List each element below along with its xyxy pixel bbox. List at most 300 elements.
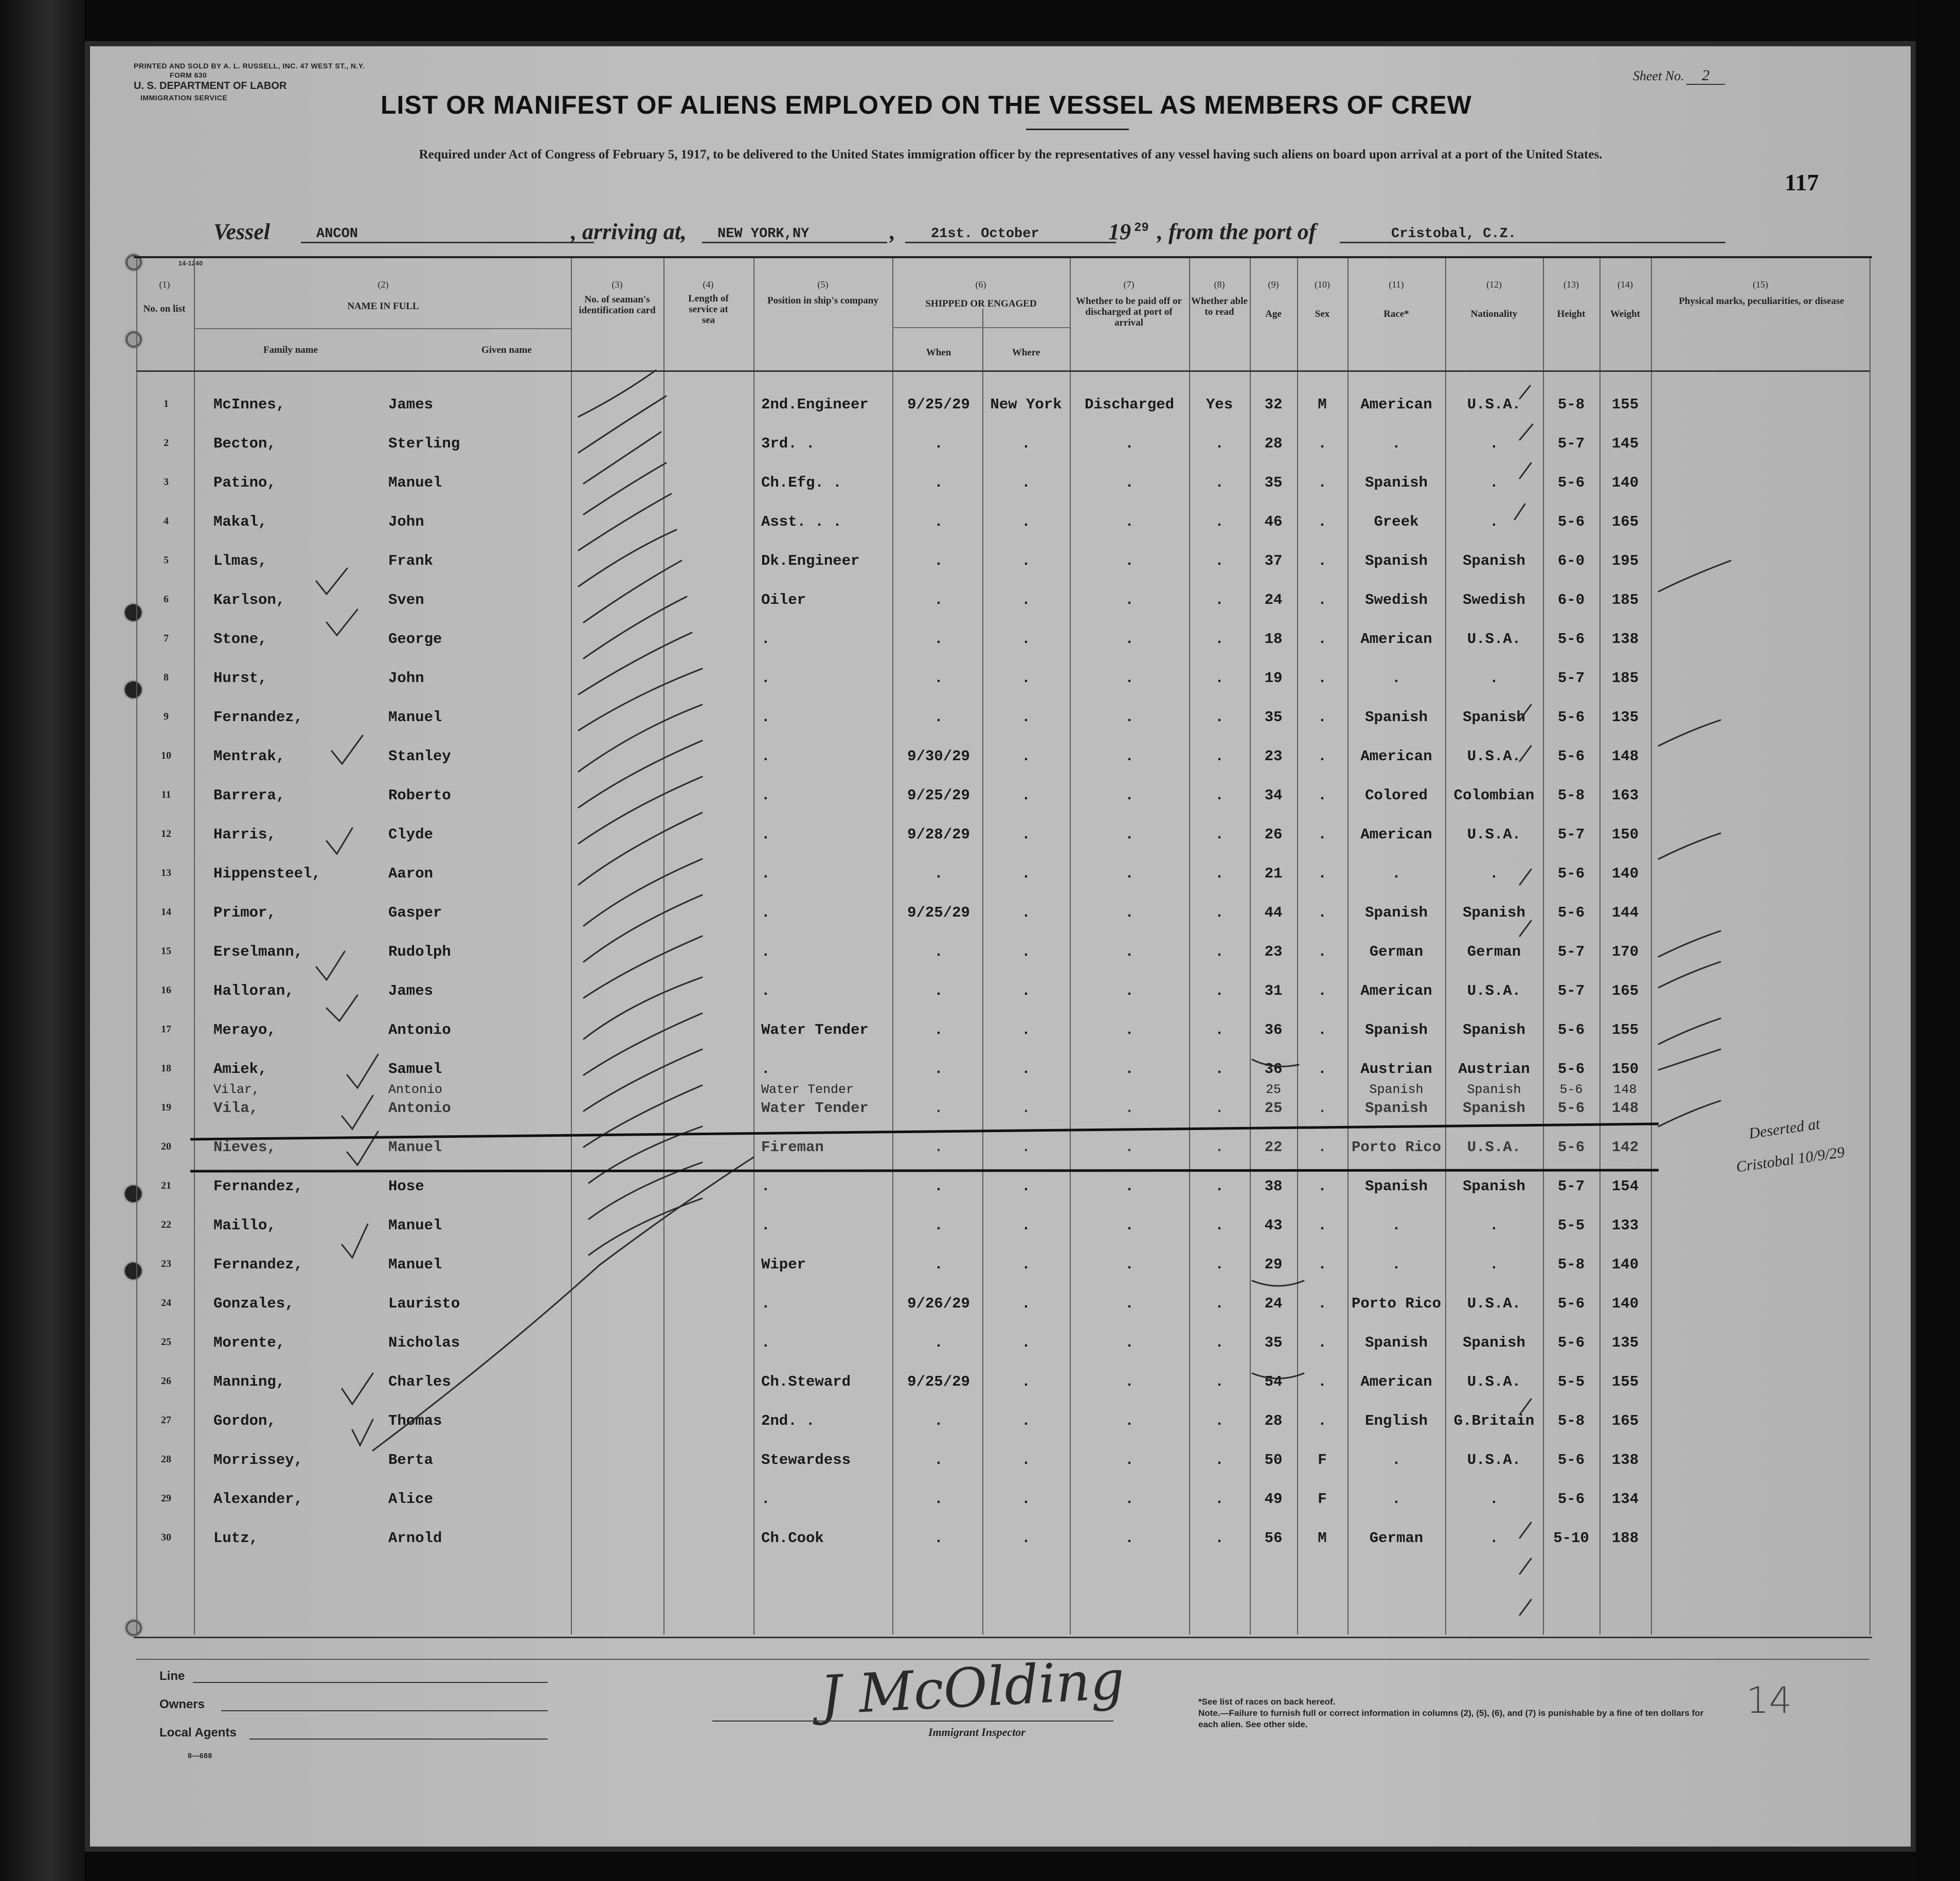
cell-family: Amiek, — [213, 1061, 267, 1078]
cell-position: . — [761, 1217, 770, 1234]
cell-family: Lutz, — [213, 1530, 259, 1547]
cell-position: Ch.Efg. . — [761, 474, 842, 491]
cell-age: 32 — [1264, 396, 1283, 413]
cell-family: Fernandez, — [213, 709, 303, 726]
cell-paid: . — [1125, 513, 1134, 530]
cell-where: . — [1021, 1412, 1031, 1429]
cell-when: . — [934, 1022, 943, 1038]
cell-height: 5-7 — [1557, 435, 1585, 452]
cell-nationality: German — [1467, 943, 1521, 960]
col-11-label: Race* — [1383, 309, 1409, 319]
printer-line: PRINTED AND SOLD BY A. L. RUSSELL, INC. 47 WEST ST., N.Y. — [134, 62, 365, 70]
row-number: 19 — [161, 1102, 171, 1113]
cell-where: . — [1021, 709, 1031, 726]
cell-read: . — [1215, 1256, 1224, 1273]
cell-position: Oiler — [761, 592, 806, 608]
deserted-note-line2: Cristobal 10/9/29 — [1735, 1143, 1846, 1176]
cell-weight: 138 — [1611, 1452, 1639, 1468]
cell-given: John — [388, 513, 424, 530]
cell-weight: 135 — [1611, 1334, 1639, 1351]
cell-position: . — [761, 826, 770, 843]
cell-family: Karlson, — [213, 592, 285, 608]
cell-position: . — [761, 1334, 770, 1351]
cell-read: . — [1215, 631, 1224, 648]
cell-weight: 185 — [1611, 670, 1639, 687]
cell-when: 9/25/29 — [907, 396, 970, 413]
col-11-number: (11) — [1389, 279, 1404, 290]
cell-nationality: U.S.A. — [1467, 826, 1521, 843]
cell-height: 5-6 — [1557, 865, 1585, 882]
cell-age: 25 — [1264, 1100, 1283, 1117]
cell-given: Manuel — [388, 1139, 442, 1156]
cell-race: Spanish — [1365, 552, 1428, 569]
cell-height: 5-10 — [1553, 1530, 1589, 1547]
cell-paid: . — [1125, 1256, 1134, 1273]
row-number: 25 — [161, 1336, 171, 1348]
cell-paid: . — [1125, 670, 1134, 687]
cell-race: Spanish — [1365, 904, 1428, 921]
cell-height: 5-6 — [1557, 1452, 1585, 1468]
cell-position: 2nd. . — [761, 1412, 815, 1429]
cell-position: Dk.Engineer — [761, 552, 860, 569]
cell-sex: . — [1318, 1217, 1327, 1234]
cell-read: . — [1215, 1530, 1224, 1547]
cell-where: . — [1021, 826, 1031, 843]
cell-given: Antonio — [388, 1100, 451, 1117]
cell-nationality: . — [1489, 1217, 1499, 1234]
row-number: 3 — [164, 476, 169, 488]
cell-paid: . — [1125, 943, 1134, 960]
cell-weight: 148 — [1611, 1100, 1639, 1117]
cell-sex: . — [1318, 1022, 1327, 1038]
cell-age: 46 — [1264, 513, 1283, 530]
col-2-label: NAME IN FULL — [347, 301, 419, 312]
cell-sex: . — [1318, 1295, 1327, 1312]
cell-nationality: G.Britain — [1453, 1412, 1535, 1429]
cell-weight: 135 — [1611, 709, 1639, 726]
col-6-number: (6) — [975, 279, 986, 290]
cell-family: Manning, — [213, 1373, 285, 1390]
cell-read: . — [1215, 904, 1224, 921]
cell-race: American — [1360, 631, 1432, 648]
cell-age: 36 — [1264, 1061, 1283, 1078]
cell-when: . — [934, 1452, 943, 1468]
cell-paid: . — [1125, 1412, 1134, 1429]
cell-where: . — [1021, 1452, 1031, 1468]
cell-given: Frank — [388, 552, 434, 569]
cell-when: . — [934, 943, 943, 960]
col-15-label: Physical marks, peculiarities, or disease — [1679, 296, 1844, 307]
cell-position: Ch.Steward — [761, 1373, 851, 1390]
row-number: 21 — [161, 1180, 171, 1191]
cell-race: Porto Rico — [1351, 1295, 1442, 1312]
cell-race: . — [1392, 1217, 1401, 1234]
cell-given: Arnold — [388, 1530, 442, 1547]
cell-height: 5-6 — [1557, 709, 1585, 726]
cell-race: Spanish — [1365, 1022, 1428, 1038]
cell-race: German — [1369, 1530, 1424, 1547]
cell-given: Aaron — [388, 865, 434, 882]
cell-position: . — [761, 1295, 770, 1312]
cell-read: . — [1215, 1295, 1224, 1312]
cell-family: Maillo, — [213, 1217, 276, 1234]
cell-paid: . — [1125, 435, 1134, 452]
row-number: 30 — [161, 1532, 171, 1543]
cell-age: 35 — [1264, 1334, 1283, 1351]
cell-race: American — [1360, 982, 1432, 999]
cell-read: . — [1215, 1217, 1224, 1234]
cell-paid: . — [1125, 748, 1134, 765]
cell-race: American — [1360, 826, 1432, 843]
cell-paid: . — [1125, 474, 1134, 491]
cell-sex: . — [1318, 1373, 1327, 1390]
cell-given: Berta — [388, 1452, 434, 1468]
cell-where: . — [1021, 1530, 1031, 1547]
cell-nationality: U.S.A. — [1467, 1295, 1521, 1312]
cell-sex: . — [1318, 787, 1327, 804]
cell-race: Spanish — [1365, 1334, 1428, 1351]
cell-nationality: U.S.A. — [1467, 1452, 1521, 1468]
cell-position: Stewardess — [761, 1452, 851, 1468]
cell-position: Ch.Cook — [761, 1530, 824, 1547]
row-number: 9 — [164, 711, 169, 722]
cell-nationality: Colombian — [1453, 787, 1535, 804]
cell-age: 26 — [1264, 826, 1283, 843]
cell-read: . — [1215, 982, 1224, 999]
cell-nationality: Spanish — [1463, 552, 1525, 569]
cell-read: . — [1215, 1178, 1224, 1195]
cell-given: Charles — [388, 1373, 451, 1390]
cell-position: . — [761, 904, 770, 921]
cell-read: . — [1215, 1061, 1224, 1078]
cell-when: . — [934, 709, 943, 726]
cell-when: . — [934, 1178, 943, 1195]
cell-paid: . — [1125, 631, 1134, 648]
cell-height: 6-0 — [1557, 592, 1585, 608]
cell-given: Nicholas — [388, 1334, 460, 1351]
cell-race: Spanish — [1365, 474, 1428, 491]
cell-family: Vila, — [213, 1100, 259, 1117]
col-12-label: Nationality — [1470, 309, 1518, 319]
cell-position: . — [761, 982, 770, 999]
department: U. S. DEPARTMENT OF LABOR — [134, 80, 287, 92]
cell-family: Llmas, — [213, 552, 267, 569]
cell-age: 22 — [1264, 1139, 1283, 1156]
cell-paid: . — [1125, 904, 1134, 921]
cell-when: . — [934, 552, 943, 569]
col-6-where: Where — [1012, 347, 1040, 358]
cell-nationality: . — [1489, 1530, 1499, 1547]
col-13-number: (13) — [1563, 279, 1579, 290]
cell-given: Manuel — [388, 474, 442, 491]
cell-read: . — [1215, 1373, 1224, 1390]
cell-given: Clyde — [388, 826, 434, 843]
cell-read: . — [1215, 1452, 1224, 1468]
cell-when: . — [934, 1530, 943, 1547]
scan-edge-left — [0, 0, 85, 1881]
cell-nationality: U.S.A. — [1467, 396, 1521, 413]
cell-where: . — [1021, 513, 1031, 530]
cell-weight: 165 — [1611, 1412, 1639, 1429]
col-9-number: (9) — [1268, 279, 1279, 290]
cell-when: 9/30/29 — [907, 748, 970, 765]
cell-when: . — [934, 1256, 943, 1273]
correction-weight: 148 — [1613, 1082, 1637, 1097]
cell-given: Thomas — [388, 1412, 442, 1429]
cell-nationality: Spanish — [1463, 904, 1525, 921]
cell-nationality: U.S.A. — [1467, 982, 1521, 999]
cell-where: . — [1021, 1256, 1031, 1273]
cell-paid: . — [1125, 1178, 1134, 1195]
cell-when: . — [934, 474, 943, 491]
cell-nationality: . — [1489, 865, 1499, 882]
cell-nationality: . — [1489, 1491, 1499, 1508]
sheet-value: 2 — [1686, 67, 1725, 85]
cell-weight: 165 — [1611, 982, 1639, 999]
cell-age: 23 — [1264, 748, 1283, 765]
cell-height: 5-7 — [1557, 670, 1585, 687]
cell-sex: . — [1318, 982, 1327, 999]
cell-nationality: . — [1489, 435, 1499, 452]
cell-nationality: Spanish — [1463, 1022, 1525, 1038]
cell-paid: . — [1125, 1217, 1134, 1234]
cell-height: 5-8 — [1557, 1256, 1585, 1273]
col-9-label: Age — [1265, 309, 1282, 319]
cell-where: . — [1021, 865, 1031, 882]
cell-where: . — [1021, 748, 1031, 765]
cell-read: . — [1215, 513, 1224, 530]
cell-sex: . — [1318, 1412, 1327, 1429]
cell-position: Wiper — [761, 1256, 806, 1273]
cell-family: Hippensteel, — [213, 865, 321, 882]
cell-family: Stone, — [213, 631, 267, 648]
cell-weight: 155 — [1611, 396, 1639, 413]
cell-when: 9/28/29 — [907, 826, 970, 843]
cell-age: 44 — [1264, 904, 1283, 921]
row-number: 26 — [161, 1375, 171, 1387]
row-number: 6 — [164, 594, 169, 605]
cell-given: James — [388, 982, 434, 999]
cell-race: . — [1392, 1256, 1401, 1273]
col-12-number: (12) — [1486, 279, 1502, 290]
cell-when: . — [934, 1139, 943, 1156]
cell-sex: M — [1318, 396, 1327, 413]
row-number: 29 — [161, 1493, 171, 1504]
cell-family: Morrissey, — [213, 1452, 303, 1468]
cell-read: Yes — [1206, 396, 1233, 413]
cell-race: Porto Rico — [1351, 1139, 1442, 1156]
cell-paid: . — [1125, 982, 1134, 999]
from-port: Cristobal, C.Z. — [1340, 226, 1725, 243]
cell-age: 21 — [1264, 865, 1283, 882]
cell-nationality: Spanish — [1463, 1178, 1525, 1195]
vessel-name: ANCON — [301, 226, 594, 243]
cell-age: 18 — [1264, 631, 1283, 648]
service: IMMIGRATION SERVICE — [140, 94, 228, 102]
cell-sex: . — [1318, 1061, 1327, 1078]
col-1-number: (1) — [159, 279, 170, 290]
cell-sex: . — [1318, 826, 1327, 843]
row-number: 18 — [161, 1063, 171, 1074]
cell-paid: . — [1125, 826, 1134, 843]
vessel-label: Vessel — [213, 219, 270, 244]
cell-weight: 140 — [1611, 865, 1639, 882]
cell-where: . — [1021, 1491, 1031, 1508]
cell-given: Sterling — [388, 435, 460, 452]
cell-position: . — [761, 709, 770, 726]
col-2-family: Family name — [263, 345, 318, 355]
cell-sex: . — [1318, 513, 1327, 530]
cell-read: . — [1215, 670, 1224, 687]
cell-given: James — [388, 396, 434, 413]
cell-weight: 195 — [1611, 552, 1639, 569]
row-number: 1 — [164, 398, 169, 409]
cell-position: Water Tender — [761, 1022, 869, 1038]
row-number: 28 — [161, 1454, 171, 1465]
form-number: FORM 630 — [170, 71, 207, 79]
cell-where: . — [1021, 631, 1031, 648]
cell-weight: 188 — [1611, 1530, 1639, 1547]
cell-nationality: Austrian — [1458, 1061, 1530, 1078]
cell-family: Patino, — [213, 474, 276, 491]
cell-read: . — [1215, 592, 1224, 608]
cell-read: . — [1215, 943, 1224, 960]
cell-height: 5-6 — [1557, 513, 1585, 530]
cell-age: 24 — [1264, 1295, 1283, 1312]
cell-paid: . — [1125, 1139, 1134, 1156]
cell-position: . — [761, 1061, 770, 1078]
cell-weight: 140 — [1611, 474, 1639, 491]
cell-race: Colored — [1365, 787, 1428, 804]
cell-where: . — [1021, 1295, 1031, 1312]
cell-when: . — [934, 1491, 943, 1508]
col-1-label: No. on list — [143, 303, 186, 314]
cell-paid: . — [1125, 1022, 1134, 1038]
subtitle: Required under Act of Congress of February 5, 1917, to be delivered to the United States immigration officer by the representatives of any vessel having such aliens on board upon arrival at a port of the United States. — [419, 148, 1603, 162]
cell-weight: 163 — [1611, 787, 1639, 804]
cell-age: 56 — [1264, 1530, 1283, 1547]
cell-height: 6-0 — [1557, 552, 1585, 569]
cell-paid: . — [1125, 552, 1134, 569]
row-number: 24 — [161, 1297, 171, 1309]
comma: , — [890, 219, 895, 244]
cell-when: . — [934, 1217, 943, 1234]
cell-when: . — [934, 435, 943, 452]
cell-read: . — [1215, 826, 1224, 843]
cell-height: 5-8 — [1557, 787, 1585, 804]
cell-sex: . — [1318, 709, 1327, 726]
cell-race: . — [1392, 1491, 1401, 1508]
cell-paid: . — [1125, 1295, 1134, 1312]
cell-when: . — [934, 1334, 943, 1351]
cell-height: 5-7 — [1557, 1178, 1585, 1195]
cell-where: . — [1021, 474, 1031, 491]
cell-position: Asst. . . — [761, 513, 842, 530]
form-footer: 8—688 — [188, 1751, 212, 1760]
cell-sex: . — [1318, 435, 1327, 452]
cell-weight: 144 — [1611, 904, 1639, 921]
cell-nationality: U.S.A. — [1467, 748, 1521, 765]
cell-age: 19 — [1264, 670, 1283, 687]
col-14-number: (14) — [1617, 279, 1633, 290]
cell-where: . — [1021, 1022, 1031, 1038]
cell-age: 29 — [1264, 1256, 1283, 1273]
cell-when: . — [934, 1100, 943, 1117]
correction-nationality: Spanish — [1467, 1082, 1521, 1097]
inspector-label: Immigrant Inspector — [928, 1726, 1026, 1739]
cell-race: Spanish — [1365, 709, 1428, 726]
cell-position: . — [761, 787, 770, 804]
row-number: 20 — [161, 1141, 171, 1152]
cell-height: 5-6 — [1557, 1061, 1585, 1078]
cell-race: Austrian — [1360, 1061, 1432, 1078]
cell-age: 23 — [1264, 943, 1283, 960]
col-2-given: Given name — [481, 345, 532, 355]
cell-given: Manuel — [388, 1217, 442, 1234]
cell-sex: . — [1318, 1178, 1327, 1195]
cell-position: . — [761, 1178, 770, 1195]
cell-read: . — [1215, 1334, 1224, 1351]
cell-sex: . — [1318, 1139, 1327, 1156]
cell-sex: . — [1318, 1334, 1327, 1351]
cell-weight: 145 — [1611, 435, 1639, 452]
cell-where: . — [1021, 787, 1031, 804]
cell-where: New York — [990, 396, 1062, 413]
cell-given: Gasper — [388, 904, 442, 921]
cell-race: . — [1392, 435, 1401, 452]
col-7-number: (7) — [1123, 279, 1135, 290]
col-13-label: Height — [1557, 309, 1586, 319]
cell-sex: . — [1318, 943, 1327, 960]
cell-height: 5-8 — [1557, 1412, 1585, 1429]
row-number: 8 — [164, 672, 169, 683]
cell-height: 5-6 — [1557, 748, 1585, 765]
cell-height: 5-8 — [1557, 396, 1585, 413]
cell-family: Gordon, — [213, 1412, 276, 1429]
cell-paid: . — [1125, 787, 1134, 804]
cell-sex: . — [1318, 748, 1327, 765]
cell-when: . — [934, 1412, 943, 1429]
cell-weight: 150 — [1611, 826, 1639, 843]
page-title: LIST OR MANIFEST OF ALIENS EMPLOYED ON THE VESSEL AS MEMBERS OF CREW — [381, 91, 1472, 119]
col-10-number: (10) — [1315, 279, 1330, 290]
cell-given: John — [388, 670, 424, 687]
year-suffix: 29 — [1134, 221, 1149, 235]
scan-edge-right — [1916, 0, 1960, 1881]
cell-race: German — [1369, 943, 1424, 960]
cell-race: Spanish — [1365, 1100, 1428, 1117]
cell-family: Harris, — [213, 826, 276, 843]
cell-sex: . — [1318, 865, 1327, 882]
owners-field — [221, 1710, 548, 1711]
cell-height: 5-7 — [1557, 826, 1585, 843]
row-number: 7 — [164, 633, 169, 644]
row-number: 10 — [161, 750, 171, 761]
cell-where: . — [1021, 592, 1031, 608]
cell-where: . — [1021, 904, 1031, 921]
cell-age: 35 — [1264, 709, 1283, 726]
cell-race: American — [1360, 1373, 1432, 1390]
cell-weight: 140 — [1611, 1295, 1639, 1312]
cell-weight: 170 — [1611, 943, 1639, 960]
cell-paid: . — [1125, 1491, 1134, 1508]
page-number: 117 — [1785, 169, 1819, 195]
cell-weight: 148 — [1611, 748, 1639, 765]
cell-family: Mentrak, — [213, 748, 285, 765]
col-6-label: SHIPPED OR ENGAGED — [925, 298, 1037, 309]
cell-given: Manuel — [388, 1256, 442, 1273]
local-agents-label: Local Agents — [159, 1726, 237, 1740]
